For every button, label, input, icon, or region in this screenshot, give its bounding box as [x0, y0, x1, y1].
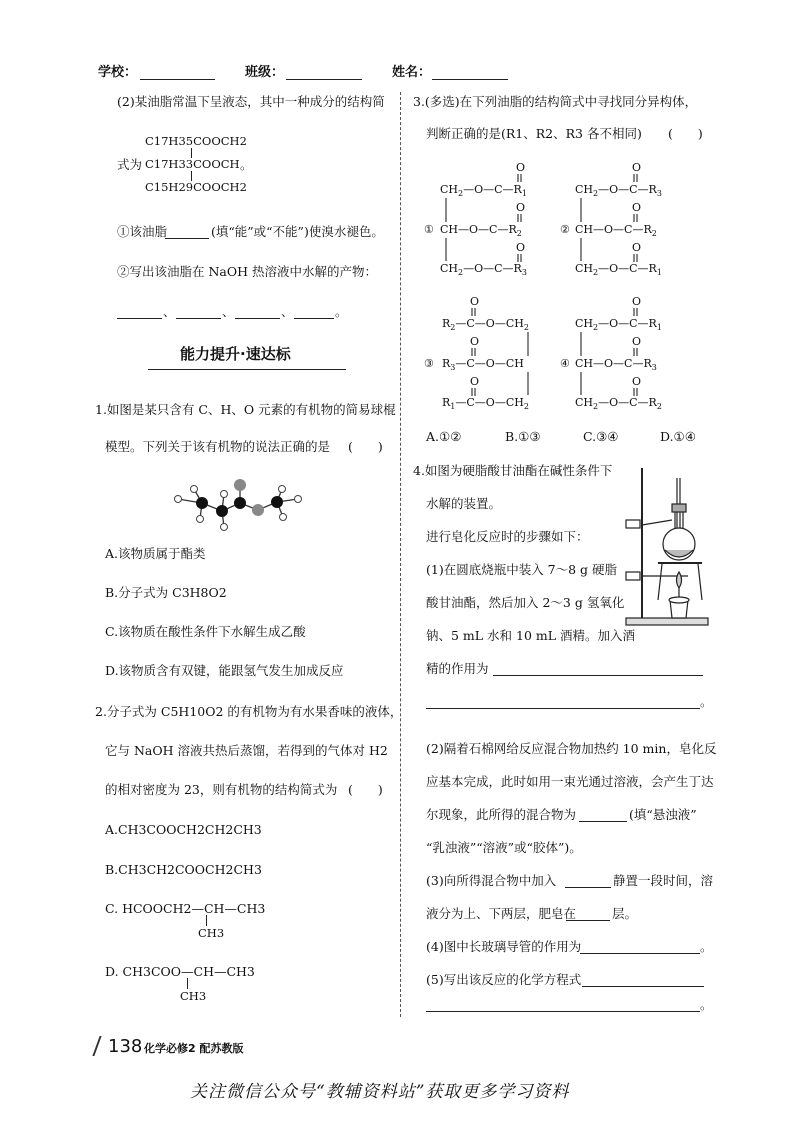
q2-paren: ( )	[348, 782, 383, 797]
separator: 、	[163, 304, 176, 319]
svg-text:CH2—O—C—R3: $CH_2—O—C—R_3$	[575, 183, 662, 198]
school-blank	[140, 79, 215, 80]
ball-stick-model	[170, 472, 320, 532]
struct-2-marker: ②	[560, 223, 570, 236]
svg-text:O: O	[632, 241, 642, 254]
q4-s3-l2b: 层。	[612, 906, 638, 921]
q3-paren: ( )	[668, 126, 703, 141]
svg-text:R3—C—O—CH: $R_3—C—O—CH$	[442, 357, 524, 372]
name-blank	[432, 79, 508, 80]
q1-option-b: B.分子式为 C3H8O2	[105, 585, 227, 600]
q1-paren: ( )	[348, 439, 383, 454]
q4-s3-blank-2	[566, 920, 610, 921]
name-label: 姓名：	[392, 65, 432, 80]
svg-text:O: O	[470, 295, 480, 308]
q4-s2-l3b: (填“悬浊液”	[629, 807, 697, 822]
q2-option-b: B.CH3CH2COOCH2CH3	[105, 862, 262, 877]
q4-line3: 进行皂化反应时的步骤如下：	[426, 529, 589, 544]
formula-prefix: 式为	[117, 157, 143, 172]
oxygen-atom	[234, 479, 246, 491]
svg-text:O: O	[516, 161, 526, 174]
q4-s1-l4: 精的作用为	[426, 661, 489, 676]
q3-option-c: C.③④	[583, 429, 619, 444]
q3-option-a: A.①②	[426, 429, 462, 444]
q1-option-d: D.该物质含有双键，能跟氢气发生加成反应	[105, 663, 344, 678]
formula-line-1: C17H35COOCH2	[145, 134, 247, 148]
q4-s5: (5)写出该反应的化学方程式	[426, 972, 582, 987]
answer-blank-1	[117, 318, 162, 319]
q4-s3-l1b: 静置一段时间，溶	[613, 873, 714, 888]
q4-s4b: 。	[700, 939, 713, 954]
formula-line-3: C15H29COOCH2	[145, 180, 247, 194]
column-divider	[400, 92, 401, 1017]
q1-line1: 1.如图是某只含有 C、H、O 元素的有机物的简易球棍	[95, 402, 396, 417]
q4-s1-l3: 钠、5 mL 水和 10 mL 酒精。加入酒	[426, 628, 636, 643]
formula-line-2: C17H33COOCH	[145, 157, 240, 171]
q2-line3: 的相对密度为 23，则有机物的结构简式为	[105, 782, 338, 797]
svg-text:O: O	[470, 375, 480, 388]
svg-text:R1—C—O—CH2: $R_1—C—O—CH_2$	[442, 396, 529, 411]
svg-text:CH—O—C—R2: $CH—O—C—R_2$	[575, 223, 657, 238]
q1-option-a: A.该物质属于酯类	[105, 546, 206, 561]
carbon-atom	[216, 505, 228, 517]
q2-sub1-blank	[165, 238, 209, 239]
struct-3-marker: ③	[424, 357, 434, 370]
q2-sub2: ②写出该油脂在 NaOH 热溶液中水解的产物：	[117, 264, 377, 279]
formula-end: 。	[240, 157, 253, 172]
q2-option-a: A.CH3COOCH2CH2CH3	[105, 822, 262, 837]
carbon-atom	[196, 497, 208, 509]
struct-4-marker: ④	[560, 357, 570, 370]
svg-text:O: O	[632, 161, 642, 174]
q4-line2: 水解的装置。	[426, 496, 502, 511]
q2-option-d-branch: CH3	[180, 989, 207, 1003]
structures-3-4	[420, 292, 700, 412]
school-label: 学校：	[98, 65, 138, 80]
svg-text:O: O	[516, 241, 526, 254]
q4-s3-l1a: (3)向所得混合物中加入	[426, 873, 557, 888]
page-number: 138	[108, 1036, 143, 1057]
svg-text:O: O	[632, 295, 642, 308]
svg-text:O: O	[632, 375, 642, 388]
q4-s3-blank	[565, 887, 611, 888]
q1-option-c: C.该物质在酸性条件下水解生成乙酸	[105, 624, 306, 639]
q1-line2: 模型。下列关于该有机物的说法正确的是	[105, 439, 331, 454]
svg-text:CH2—O—C—R2: $CH_2—O—C—R_2$	[575, 396, 662, 411]
q2-sub1-b: (填“能”或“不能”)使溴水褪色。	[211, 224, 384, 239]
svg-text:CH2—O—C—R3: $CH_2—O—C—R_3$	[440, 262, 527, 276]
section-title-banner	[148, 347, 346, 372]
separator: 。	[335, 304, 348, 319]
q4-s3-l2a: 液分为上、下两层，肥皂在	[426, 906, 577, 921]
q4-s2-blank	[579, 821, 627, 822]
q3-line2: 判断正确的是(R1、R2、R3 各不相同)	[426, 126, 642, 141]
section-title: 能力提升·速达标	[180, 345, 291, 363]
svg-text:O: O	[632, 335, 642, 348]
answer-blank-4	[294, 318, 334, 319]
bond-line	[206, 915, 207, 926]
q2-option-c-branch: CH3	[198, 926, 225, 940]
q4-line1: 4.如图为硬脂酸甘油酯在碱性条件下	[413, 463, 613, 478]
q4-s4-blank	[580, 953, 700, 954]
q2-line1: 2.分子式为 C5H10O2 的有机物为有水果香味的液体，	[95, 704, 403, 719]
oxygen-atom	[252, 504, 264, 516]
separator: 、	[222, 304, 235, 319]
carbon-atom	[271, 496, 283, 508]
svg-text:O: O	[470, 335, 480, 348]
q4-s1-blank	[493, 675, 703, 676]
q4-s2-l4: “乳浊液”“溶液”或“胶体”)。	[426, 840, 582, 855]
struct-1-marker: ①	[424, 223, 434, 236]
q4-s5-period: 。	[700, 997, 713, 1012]
q2-option-c: C. HCOOCH2—CH—CH3	[105, 901, 266, 916]
q2-line2: 它与 NaOH 溶液共热后蒸馏，若得到的气体对 H2	[105, 743, 388, 758]
q2-intro: (2)某油脂常温下呈液态，其中一种成分的结构简	[117, 94, 385, 109]
separator: 、	[281, 304, 294, 319]
class-label: 班级：	[245, 65, 285, 80]
q3-line1: 3.(多选)在下列油脂的结构简式中寻找同分异构体，	[413, 94, 698, 109]
svg-text:O: O	[516, 201, 526, 214]
svg-text:CH—O—C—R3: $CH—O—C—R_3$	[575, 357, 657, 372]
svg-text:O: O	[632, 201, 642, 214]
q4-s2-l3a: 尔现象，此所得的混合物为	[426, 807, 577, 822]
svg-text:CH2—O—C—R1: $CH_2—O—C—R_1$	[575, 317, 662, 332]
answer-blank-3	[235, 318, 280, 319]
q4-s2-l1: (2)隔着石棉网给反应混合物加热约 10 min，皂化反	[426, 741, 717, 756]
q4-s2-l2: 应基本完成，此时如用一束光通过溶液，会产生丁达	[426, 774, 714, 789]
q4-s1-l1: (1)在圆底烧瓶中装入 7～8 g 硬脂	[426, 562, 618, 577]
q4-s1-l2: 酸甘油酯，然后加入 2～3 g 氢氧化	[426, 595, 625, 610]
q3-option-d: D.①④	[660, 429, 696, 444]
carbon-atom	[234, 497, 246, 509]
q2-sub1-a: ①该油脂	[117, 224, 168, 239]
saponification-apparatus	[622, 460, 712, 630]
title-underline	[148, 369, 346, 370]
svg-text:CH—O—C—R2: $CH—O—C—R_2$	[440, 223, 522, 238]
q4-s1-blank-2	[426, 708, 700, 709]
svg-text:R2—C—O—CH2: $R_2—C—O—CH_2$	[442, 317, 529, 332]
book-title: 化学必修2 配苏教版	[144, 1042, 244, 1055]
q4-s5-blank-2	[426, 1011, 700, 1012]
bond-line	[187, 978, 188, 989]
q4-s1-period: 。	[700, 694, 713, 709]
wechat-notice: 关注微信公众号“教辅资料站”获取更多学习资料	[190, 1082, 570, 1102]
q4-s5-blank	[582, 986, 704, 987]
answer-blank-2	[176, 318, 221, 319]
svg-text:CH2—O—C—R1: $CH_2—O—C—R_1$	[575, 262, 662, 276]
class-blank	[286, 79, 362, 80]
structures-1-2	[420, 158, 700, 276]
q4-s4a: (4)图中长玻璃导管的作用为	[426, 939, 582, 954]
q3-option-b: B.①③	[505, 429, 541, 444]
q2-option-d: D. CH3COO—CH—CH3	[105, 964, 255, 979]
svg-text:CH2—O—C—R1: $CH_2—O—C—R_1$	[440, 183, 527, 198]
